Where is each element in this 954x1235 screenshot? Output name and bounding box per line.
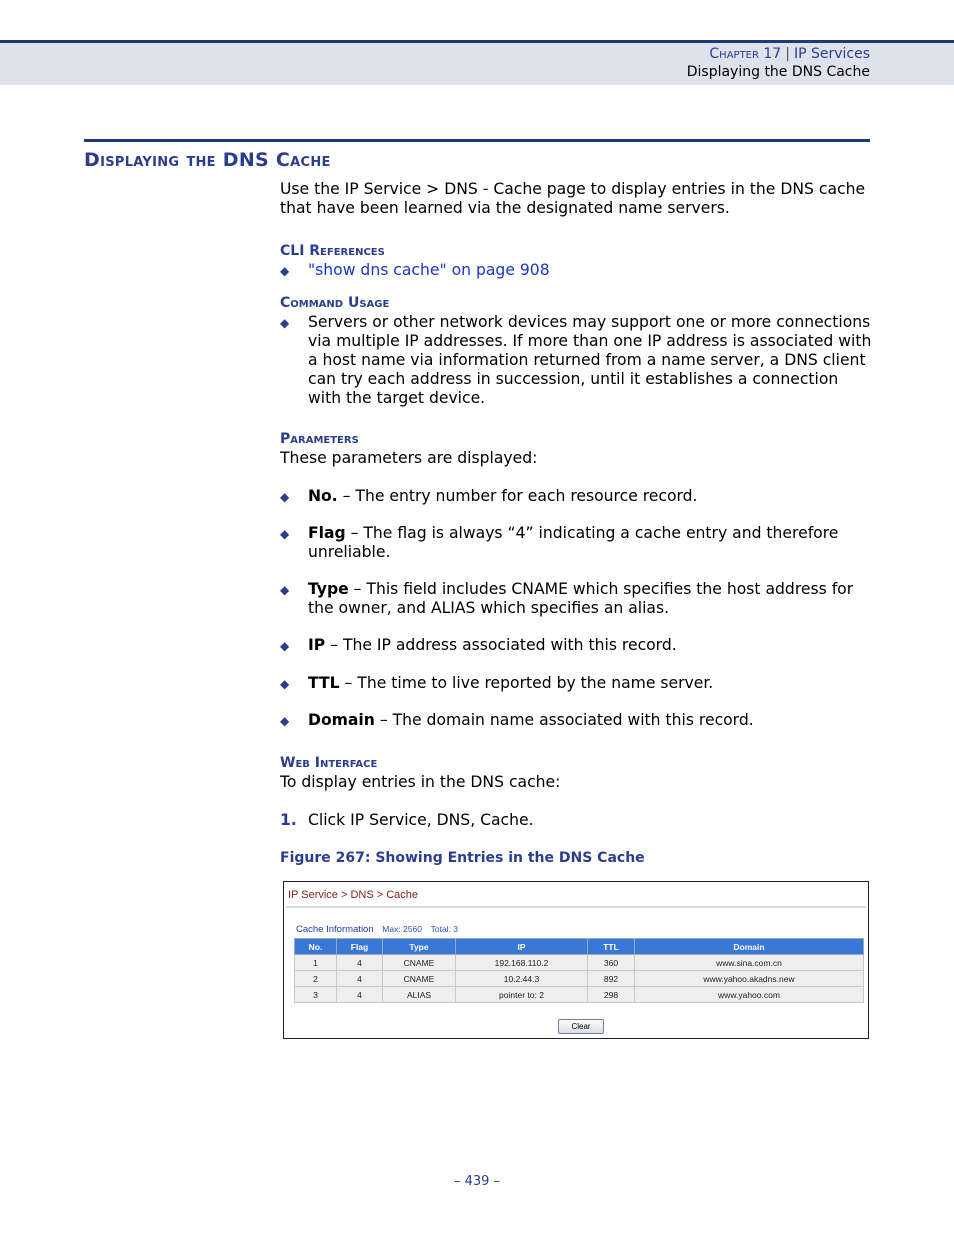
cache-info-title: Cache Information (296, 924, 374, 935)
cell-domain: www.yahoo.com (635, 987, 864, 1003)
cell-ttl: 360 (588, 955, 635, 971)
cli-references-heading: CLI References (280, 243, 385, 259)
col-ip[interactable]: IP (456, 939, 588, 955)
diamond-bullet-icon: ◆ (280, 527, 290, 541)
command-usage-item: Servers or other network devices may support one or more connections via multiple IP addresses. If more than one IP address is associated with a host name via information returned from a name server, a DNS client can try each address in succession, until it establishes a connection with the target device. (308, 313, 872, 407)
parameter-desc: – The IP address associated with this record. (325, 636, 677, 654)
screenshot-breadcrumb: IP Service > DNS > Cache (288, 889, 419, 901)
intro-paragraph: Use the IP Service > DNS - Cache page to display entries in the DNS cache that have been learned via the designated name servers. (280, 180, 866, 217)
table-row[interactable] (295, 971, 864, 987)
parameter-term: IP (308, 636, 326, 654)
table-row[interactable] (295, 955, 864, 971)
command-usage-heading: Command Usage (280, 295, 390, 311)
parameters-intro: These parameters are displayed: (280, 449, 538, 467)
web-interface-intro: To display entries in the DNS cache: (280, 773, 561, 791)
chapter-label: Chapter 17 (709, 46, 782, 62)
table-header-row (295, 939, 864, 955)
cell-ip: pointer to: 2 (456, 987, 588, 1003)
web-interface-heading: Web Interface (280, 755, 378, 771)
diamond-bullet-icon: ◆ (280, 490, 290, 504)
dns-cache-screenshot (283, 881, 869, 1039)
diamond-bullet-icon: ◆ (280, 714, 290, 728)
chapter-title: IP Services (793, 46, 870, 62)
parameters-heading: Parameters (280, 431, 359, 447)
section-title: Displaying the DNS Cache (84, 149, 331, 171)
cell-type: CNAME (383, 955, 456, 971)
cell-domain: www.yahoo.akadns.new (635, 971, 864, 987)
header-separator: | (785, 46, 790, 62)
step-number: 1. (280, 811, 297, 829)
parameter-desc: – The entry number for each resource record. (337, 487, 698, 505)
cell-flag: 4 (337, 987, 383, 1003)
diamond-bullet-icon: ◆ (280, 264, 290, 278)
cell-domain: www.sina.com.cn (635, 955, 864, 971)
parameter-term: Flag (308, 524, 346, 542)
dns-cache-table (294, 938, 864, 1003)
cell-ttl: 298 (588, 987, 635, 1003)
cell-no: 2 (295, 971, 337, 987)
col-type[interactable]: Type (383, 939, 456, 955)
cell-flag: 4 (337, 971, 383, 987)
cell-ttl: 892 (588, 971, 635, 987)
diamond-bullet-icon: ◆ (280, 316, 290, 330)
parameter-term: Type (308, 580, 349, 598)
diamond-bullet-icon: ◆ (280, 583, 290, 597)
section-rule (84, 139, 870, 142)
parameter-desc: – This field includes CNAME which specifies the host address for the owner, and ALIAS which specifies an alias. (308, 580, 854, 617)
parameter-item (308, 524, 873, 562)
parameter-item (308, 674, 873, 693)
col-no[interactable]: No. (295, 939, 337, 955)
cell-type: ALIAS (383, 987, 456, 1003)
table-row[interactable] (295, 987, 864, 1003)
col-flag[interactable]: Flag (337, 939, 383, 955)
page-number: – 439 – (453, 1174, 501, 1189)
figure-caption: Figure 267: Showing Entries in the DNS Cache (280, 850, 645, 866)
cache-max: Max: 2560 (382, 924, 422, 934)
parameter-item (308, 487, 873, 506)
col-ttl[interactable]: TTL (588, 939, 635, 955)
running-header-chapter (709, 46, 870, 62)
parameter-item (308, 636, 873, 655)
cell-no: 3 (295, 987, 337, 1003)
cell-type: CNAME (383, 971, 456, 987)
cli-reference-link[interactable]: "show dns cache" on page 908 (308, 261, 550, 279)
col-domain[interactable]: Domain (635, 939, 864, 955)
running-header-section: Displaying the DNS Cache (686, 64, 870, 80)
parameter-item (308, 711, 873, 730)
step-text: Click IP Service, DNS, Cache. (308, 811, 534, 829)
cache-information-bar (296, 924, 464, 935)
screenshot-divider (286, 906, 866, 908)
clear-button[interactable]: Clear (558, 1019, 604, 1034)
cell-ip: 192.168.110.2 (456, 955, 588, 971)
cache-total: Total: 3 (430, 924, 459, 934)
cell-flag: 4 (337, 955, 383, 971)
cell-ip: 10.2.44.3 (456, 971, 588, 987)
parameter-item (308, 580, 873, 618)
parameter-desc: – The time to live reported by the name server. (339, 674, 714, 692)
parameter-desc: – The domain name associated with this record. (374, 711, 754, 729)
parameter-term: TTL (308, 674, 340, 692)
diamond-bullet-icon: ◆ (280, 677, 290, 691)
parameter-term: Domain (308, 711, 375, 729)
parameter-desc: – The flag is always “4” indicating a cache entry and therefore unreliable. (308, 524, 839, 561)
diamond-bullet-icon: ◆ (280, 639, 290, 653)
cell-no: 1 (295, 955, 337, 971)
parameter-term: No. (308, 487, 338, 505)
